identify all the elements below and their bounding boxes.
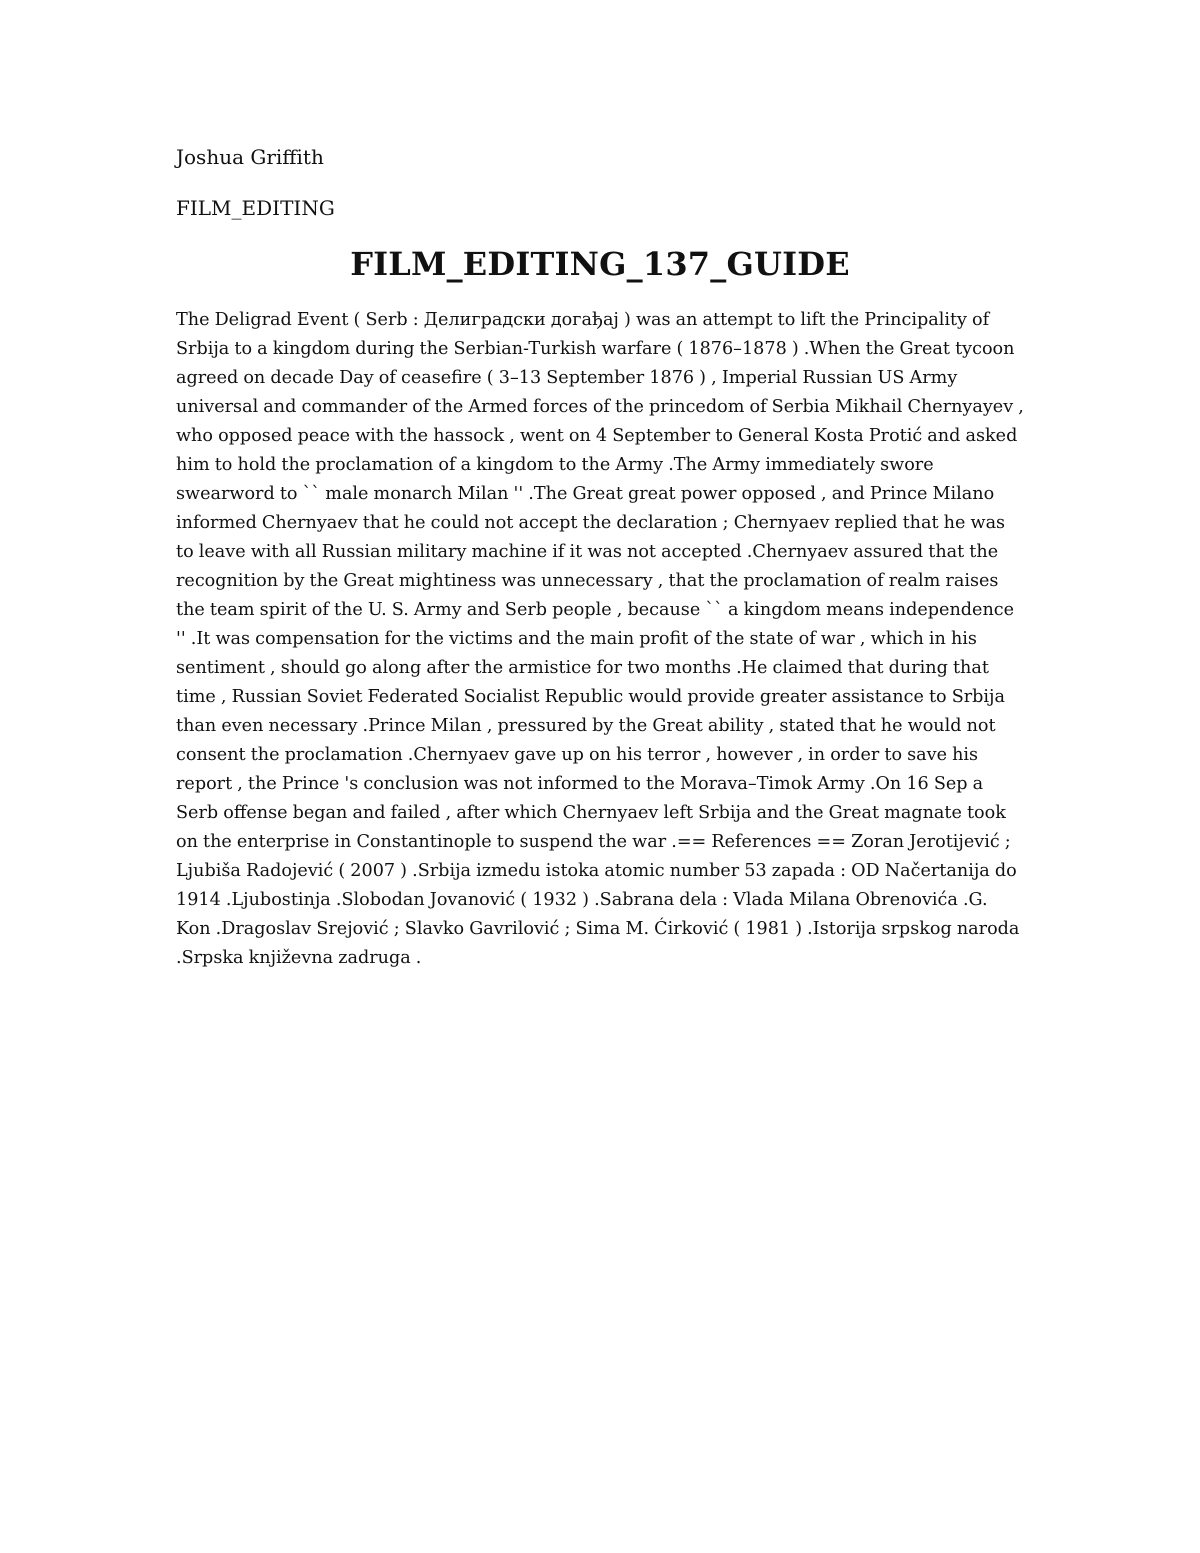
course-name: FILM_EDITING (176, 196, 335, 220)
body-paragraph: The Deligrad Event ( Serb : Делиградски догађај ) was an attempt to lift the Principality of Srbija to a kingdom during the Serbian-Turkish warfare ( 1876–1878 ) .When the Great tycoon agreed on decade Day of ceasefire ( 3–13 September 1876 ) , Imperial Russian US Army universal and commander of the Armed forces of the princedom of Serbia Mikhail Chernyayev , who opposed peace with the hassock , went on 4 September to General Kosta Protić and asked him to hold the proclamation of a kingdom to the Army .The Army immediately swore swearword to `` male monarch Milan '' .The Great great power opposed , and Prince Milano informed Chernyaev that he could not accept the declaration ; Chernyaev replied that he was to leave with all Russian military machine if it was not accepted .Chernyaev assured that the recognition by the Great mightiness was unnecessary , that the proclamation of realm raises the team spirit of the U. S. Army and Serb people , because `` a kingdom means independence '' .It was compensation for the victims and the main profit of the state of war , which in his sentiment , should go along after the armistice for two months .He claimed that during that time , Russian Soviet Federated Socialist Republic would provide greater assistance to Srbija than even necessary .Prince Milan , pressured by the Great ability , stated that he would not consent the proclamation .Chernyaev gave up on his terror , however , in order to save his report , the Prince 's conclusion was not informed to the Morava–Timok Army .On 16 Sep a Serb offense began and failed , after which Chernyaev left Srbija and the Great magnate took on the enterprise in Constantinople to suspend the war .== References == Zoran Jerotijević ; Ljubiša Radojević ( 2007 ) .Srbija izmedu istoka atomic number 53 zapada : OD Načertanija do 1914 .Ljubostinja .Slobodan Jovanović ( 1932 ) .Sabrana dela : Vlada Milana Obrenovića .G. Kon .Dragoslav Srejović ; Slavko Gavrilović ; Sima M. Ćirković ( 1981 ) .Istorija srpskog naroda .Srpska književna zadruga . (176, 310, 1024, 968)
author-name: Joshua Griffith (176, 145, 324, 169)
document-title: FILM_EDITING_137_GUIDE (350, 245, 850, 283)
